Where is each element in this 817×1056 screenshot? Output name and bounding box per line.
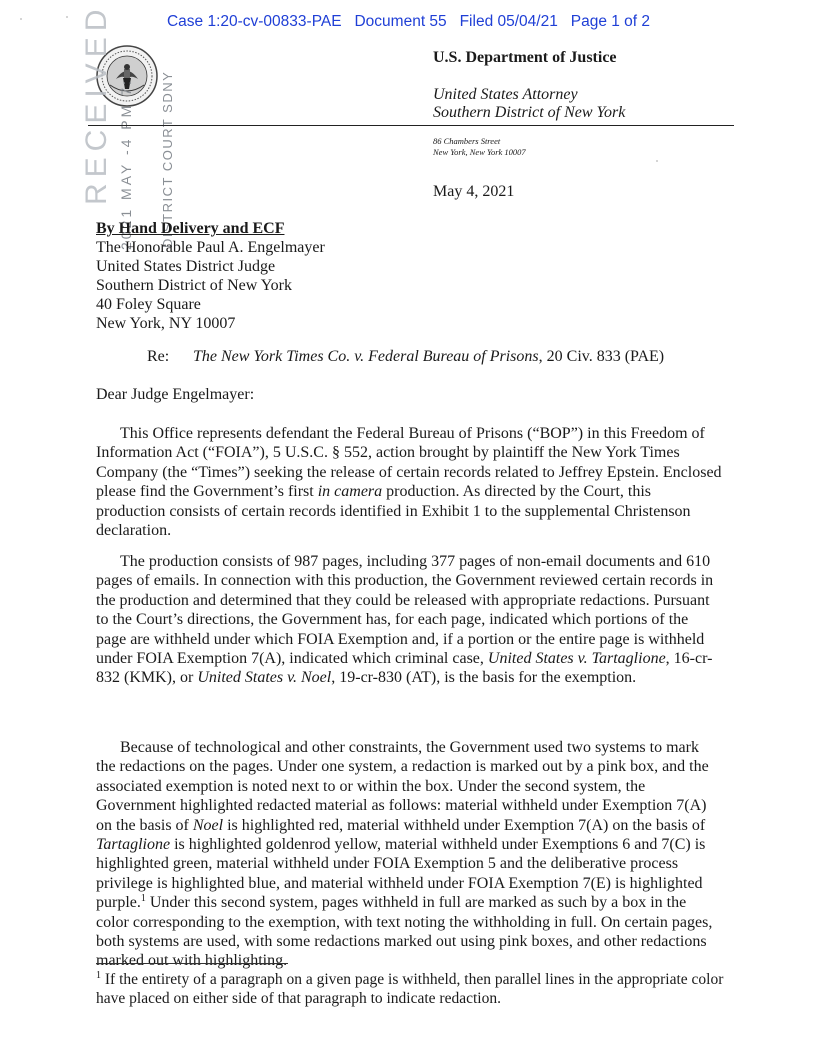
p3-italic-noel: Noel (192, 816, 224, 834)
p2-italic-noel: United States v. Noel (197, 669, 332, 687)
received-stamp-date: 2021 MAY -4 PM 7: (118, 78, 134, 250)
p2-italic-tartaglione: United States v. Tartaglione (487, 650, 666, 668)
letterhead-address-street: 86 Chambers Street (433, 136, 501, 146)
received-stamp: RECEIVED (80, 3, 113, 205)
p3-text-c: is highlighted goldenrod yellow, material withheld under Exemptions 6 and 7(C) is highlighted green, material withheld under FOIA Exemption 5 and the deliberative process privilege is highlighted blue, and material withheld under FOIA Exemption 7(E) is highlighted purple. (96, 836, 706, 912)
p1-text-a: This Office represents defendant the Federal Bureau of Prisons (“BOP”) in this Freedom of Information Act (“FOIA”), 5 U.S.C. § 552, action brought by plaintiff the New York Times Company (the “Times”) seeking the release of certain records related to Jeffrey Epstein. Enclosed please find the Government’s first (96, 425, 722, 501)
letterhead-office: United States Attorney (433, 86, 578, 103)
footnote-reference: 1 (140, 893, 146, 905)
scan-speck (20, 18, 22, 20)
footnote-marker: 1 (96, 970, 101, 981)
body-paragraph-1 (96, 424, 722, 540)
p1-text-b: production. As directed by the Court, this production consists of certain records identified in Exhibit 1 to the supplemental Christenson declaration. (96, 483, 691, 540)
recipient-name: The Honorable Paul A. Engelmayer (96, 239, 325, 256)
scan-speck (656, 160, 658, 162)
recipient-street: 40 Foley Square (96, 296, 201, 313)
recipient-court: Southern District of New York (96, 277, 292, 294)
letterhead-department: U.S. Department of Justice (433, 49, 617, 66)
scan-speck (66, 16, 68, 18)
ecf-case-header: Case 1:20-cv-00833-PAE Document 55 Filed 05/04/21 Page 1 of 2 (166, 13, 651, 30)
body-paragraph-2 (96, 552, 722, 688)
footnote (96, 970, 724, 1008)
re-case-number: , 20 Civ. 833 (PAE) (538, 348, 665, 365)
p3-italic-tartaglione: Tartaglione (96, 836, 171, 854)
body-paragraph-3 (96, 738, 722, 971)
re-line (147, 348, 664, 366)
p3-text-d: Under this second system, pages withheld in full are marked as such by a box in the color corresponding to the exemption, with text noting the withholding in full. On certain pages, both systems are used, with some redactions marked out using pink boxes, and other redactions marked out with highlighting. (96, 894, 713, 970)
p2-text-b: , 16-cr-832 (KMK), or (96, 650, 713, 687)
re-case-name: The New York Times Co. v. Federal Bureau of Prisons (193, 348, 539, 365)
p2-text-c: , 19-cr-830 (AT), is the basis for the exemption. (331, 669, 637, 687)
letterhead-address-city: New York, New York 10007 (433, 147, 526, 157)
recipient-title: United States District Judge (96, 258, 276, 275)
p1-italic: in camera (317, 483, 383, 501)
p3-text-b: is highlighted red, material withheld under Exemption 7(A) on the basis of (223, 816, 706, 834)
footnote-rule (96, 963, 288, 964)
received-stamp-court: DISTRICT COURT SDNY (160, 70, 175, 248)
delivery-method: By Hand Delivery and ECF (96, 220, 285, 237)
letterhead-district: Southern District of New York (433, 104, 626, 121)
salutation: Dear Judge Engelmayer: (96, 386, 255, 403)
footnote-text: If the entirety of a paragraph on a given page is withheld, then parallel lines in the appropriate color have placed on either side of that paragraph to indicate redaction. (96, 971, 724, 1007)
p3-text-a: Because of technological and other constraints, the Government used two systems to mark the redactions on the pages. Under one system, a redaction is marked out by a pink box, and the associated exemption is noted next to or within the box. Under the second system, the Government highlighted redacted material as follows: material withheld under Exemption 7(A) on the basis of (96, 739, 709, 834)
re-label: Re: (147, 348, 170, 365)
recipient-city: New York, NY 10007 (96, 315, 236, 332)
p2-text-a: The production consists of 987 pages, including 377 pages of non-email documents and 610 pages of emails. In connection with this production, the Government reviewed certain records in the production and determined that they could be released with appropriate redactions. Pursuant to the Court’s directions, the Government has, for each page, indicated which portions of the page are withheld under which FOIA Exemption and, if a portion or the entire page is withheld under FOIA Exemption 7(A), indicated which criminal case, (96, 553, 714, 668)
letter-date: May 4, 2021 (433, 183, 515, 200)
letterhead-rule (88, 125, 734, 126)
